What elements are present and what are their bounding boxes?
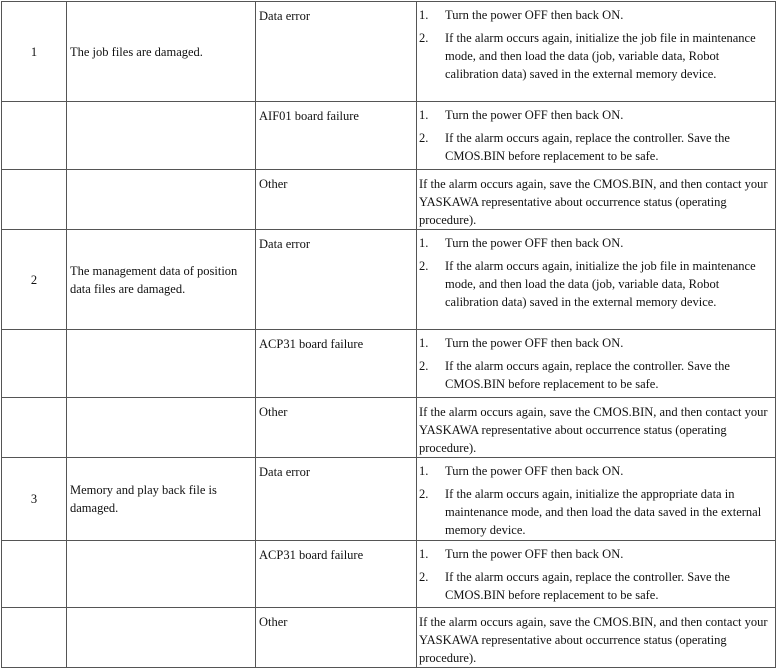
step-text: Turn the power OFF then back ON. [445, 336, 624, 350]
remedy-cell [417, 170, 776, 230]
item-number: 1 [2, 2, 67, 102]
step-number: 1. [419, 108, 429, 122]
table-row [2, 230, 776, 330]
item-number [2, 541, 67, 608]
step-number: 2. [419, 31, 429, 45]
table-row [2, 102, 776, 170]
cause-cell: The job files are damaged. [67, 2, 256, 102]
step-number: 1. [419, 236, 429, 250]
troubleshooting-table [1, 1, 776, 668]
step-text: If the alarm occurs again, initialize the job file in maintenance mode, and then load the data (job, variable data, Robot calibration data) saved in the external memory device. [445, 31, 756, 81]
remedy-step [419, 485, 771, 539]
step-text: Turn the power OFF then back ON. [445, 236, 624, 250]
remedy-text: If the alarm occurs again, save the CMOS.BIN, and then contact your YASKAWA representative about occurrence status (operating procedure). [419, 615, 768, 665]
remedy-step [419, 6, 771, 24]
table-row [2, 170, 776, 230]
step-number: 1. [419, 336, 429, 350]
cause-cell [67, 170, 256, 230]
table-row [2, 330, 776, 398]
check-item: Other [256, 170, 417, 230]
item-number: 2 [2, 230, 67, 330]
step-number: 2. [419, 131, 429, 145]
check-item: Data error [256, 2, 417, 102]
remedy-steps [419, 106, 771, 165]
step-number: 2. [419, 570, 429, 584]
remedy-cell [417, 2, 776, 102]
table-row [2, 541, 776, 608]
remedy-step [419, 462, 771, 480]
remedy-steps [419, 6, 771, 83]
step-text: If the alarm occurs again, initialize the job file in maintenance mode, and then load the data (job, variable data, Robot calibration data) saved in the external memory device. [445, 259, 756, 309]
remedy-step [419, 545, 771, 563]
cause-cell [67, 608, 256, 668]
step-text: Turn the power OFF then back ON. [445, 8, 624, 22]
remedy-steps [419, 462, 771, 539]
table-row [2, 458, 776, 541]
remedy-step [419, 234, 771, 252]
item-number [2, 608, 67, 668]
remedy-cell [417, 230, 776, 330]
remedy-cell [417, 458, 776, 541]
table-body [2, 2, 776, 668]
step-text: If the alarm occurs again, replace the controller. Save the CMOS.BIN before replacement to be safe. [445, 359, 730, 391]
step-text: Turn the power OFF then back ON. [445, 108, 624, 122]
check-item: AIF01 board failure [256, 102, 417, 170]
check-item: Data error [256, 230, 417, 330]
remedy-cell [417, 608, 776, 668]
step-text: If the alarm occurs again, replace the controller. Save the CMOS.BIN before replacement to be safe. [445, 131, 730, 163]
check-item: Other [256, 398, 417, 458]
remedy-steps [419, 234, 771, 311]
step-number: 1. [419, 547, 429, 561]
table-row [2, 608, 776, 668]
check-item: ACP31 board failure [256, 330, 417, 398]
step-number: 2. [419, 487, 429, 501]
step-number: 1. [419, 8, 429, 22]
item-number [2, 102, 67, 170]
remedy-steps [419, 545, 771, 604]
remedy-cell [417, 330, 776, 398]
remedy-step [419, 257, 771, 311]
check-item: Data error [256, 458, 417, 541]
table-row [2, 398, 776, 458]
remedy-cell [417, 541, 776, 608]
remedy-step [419, 334, 771, 352]
item-number: 3 [2, 458, 67, 541]
remedy-text: If the alarm occurs again, save the CMOS.BIN, and then contact your YASKAWA representative about occurrence status (operating procedure). [419, 405, 768, 455]
cause-cell: Memory and play back file is damaged. [67, 458, 256, 541]
step-number: 1. [419, 464, 429, 478]
remedy-step [419, 568, 771, 604]
cause-cell: The management data of position data files are damaged. [67, 230, 256, 330]
table-row [2, 2, 776, 102]
step-number: 2. [419, 259, 429, 273]
step-text: Turn the power OFF then back ON. [445, 464, 624, 478]
step-text: If the alarm occurs again, replace the controller. Save the CMOS.BIN before replacement to be safe. [445, 570, 730, 602]
step-text: If the alarm occurs again, initialize the appropriate data in maintenance mode, and then load the data saved in the external memory device. [445, 487, 762, 537]
cause-cell [67, 398, 256, 458]
cause-cell [67, 541, 256, 608]
remedy-steps [419, 334, 771, 393]
step-text: Turn the power OFF then back ON. [445, 547, 624, 561]
remedy-text: If the alarm occurs again, save the CMOS.BIN, and then contact your YASKAWA representative about occurrence status (operating procedure). [419, 177, 768, 227]
remedy-cell [417, 102, 776, 170]
item-number [2, 398, 67, 458]
remedy-step [419, 357, 771, 393]
cause-cell [67, 330, 256, 398]
remedy-step [419, 29, 771, 83]
item-number [2, 330, 67, 398]
remedy-step [419, 129, 771, 165]
check-item: ACP31 board failure [256, 541, 417, 608]
cause-cell [67, 102, 256, 170]
item-number [2, 170, 67, 230]
step-number: 2. [419, 359, 429, 373]
check-item: Other [256, 608, 417, 668]
remedy-cell [417, 398, 776, 458]
remedy-step [419, 106, 771, 124]
